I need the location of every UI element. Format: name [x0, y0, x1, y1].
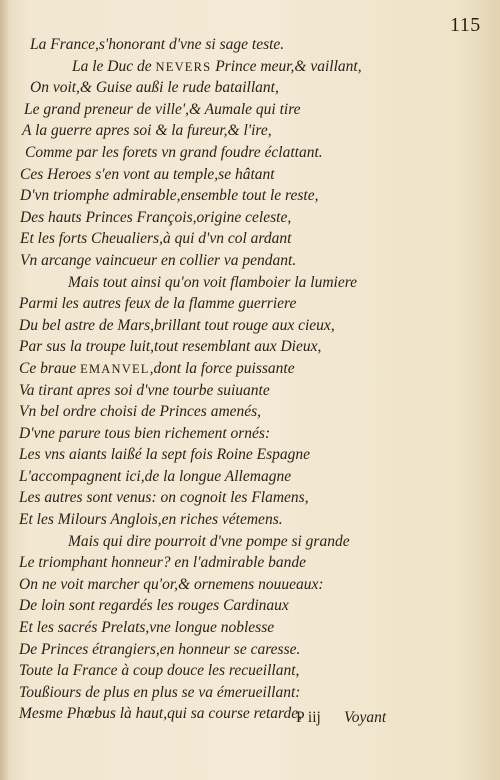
verse-text: Ces Heroes s'en vont au temple,se hâtant [20, 165, 275, 183]
verse-text: Parmi les autres feux de la flamme guerriere [19, 295, 297, 313]
verse-line [0, 358, 500, 380]
verse-text: Prince meur,& vaillant, [211, 57, 362, 75]
verse-line [0, 207, 500, 229]
verse-line [0, 228, 500, 250]
verse-text: Mais tout ainsi qu'on voit flamboier la lumiere [68, 273, 358, 291]
verse-line [0, 56, 500, 78]
verse-text: Et les forts Cheualiers,à qui d'vn col ardant [20, 230, 292, 248]
verse-text: Des hauts Princes François,origine celeste, [20, 208, 292, 226]
verse-text: Mesme Phœbus là haut,qui sa course retarde, [19, 705, 302, 723]
verse-line [0, 660, 500, 682]
verse-line [0, 34, 500, 56]
verse-text: Toute la France à coup douce les recueillant, [19, 662, 300, 680]
catchword: Voyant [344, 709, 387, 726]
poem-text [0, 34, 500, 725]
verse-line [0, 272, 500, 294]
verse-text: Va tirant apres soi d'vne tourbe suiuante [19, 381, 270, 399]
page-number: 115 [450, 14, 481, 36]
verse-text: Comme par les forets vn grand foudre éclattant. [25, 143, 323, 161]
verse-line [0, 682, 500, 704]
verse-text: On ne voit marcher qu'or,& ornemens nouueaux: [19, 575, 324, 593]
verse-text: De loin sont regardés les rouges Cardinaux [19, 597, 289, 615]
verse-line [0, 164, 500, 186]
verse-line [0, 466, 500, 488]
verse-line [0, 336, 500, 358]
verse-text: D'vne parure tous bien richement ornés: [19, 424, 271, 442]
verse-text: Du bel astre de Mars,brillant tout rouge aux cieux, [19, 316, 335, 334]
verse-line [0, 617, 500, 639]
verse-text: Le triomphant honneur? en l'admirable bande [19, 554, 307, 572]
proper-name: EMANVEL [80, 361, 150, 376]
verse-text: La France,s'honorant d'vne si sage teste. [30, 36, 285, 53]
verse-text: ,dont la force puissante [149, 359, 295, 377]
verse-text: Et les sacrés Prelats,vne longue noblesse [19, 619, 275, 637]
verse-line [0, 595, 500, 617]
verse-line [0, 142, 500, 164]
verse-line [0, 423, 500, 445]
verse-line [0, 250, 500, 272]
verse-line [0, 444, 500, 466]
verse-text: Le grand preneur de ville',& Aumale qui tire [24, 100, 301, 118]
proper-name: NEVERS [155, 59, 212, 74]
verse-text: Et les Milours Anglois,en riches vétemens. [19, 511, 283, 529]
verse-line [0, 315, 500, 337]
verse-line [0, 574, 500, 596]
verse-text: Vn arcange vaincueur en collier va pendant. [20, 251, 297, 269]
verse-line [0, 531, 500, 553]
verse-line [0, 552, 500, 574]
verse-text: D'vn triomphe admirable,ensemble tout le reste, [20, 187, 319, 205]
verse-line [0, 487, 500, 509]
verse-text: A la guerre apres soi & la fureur,& l'ire, [22, 122, 272, 140]
verse-text: La le Duc de [72, 57, 156, 75]
verse-line [0, 185, 500, 207]
verse-text: Les autres sont venus: on cognoit les Flamens, [19, 489, 309, 507]
page-footer [0, 709, 500, 731]
verse-line [0, 99, 500, 121]
signature-mark: P iij [296, 709, 321, 726]
verse-text: L'accompagnent ici,de la longue Allemagne [19, 467, 292, 485]
verse-text: On voit,& Guise außi le rude bataillant, [30, 79, 279, 97]
verse-text: De Princes étrangiers,en honneur se caresse. [19, 640, 301, 658]
verse-text: Vn bel ordre choisi de Princes amenés, [19, 403, 262, 421]
verse-line [0, 120, 500, 142]
verse-text: Mais qui dire pourroit d'vne pompe si grande [68, 532, 350, 550]
verse-line [0, 639, 500, 661]
verse-line [0, 401, 500, 423]
verse-line [0, 293, 500, 315]
verse-text: Les vns aiants laißé la sept fois Roine Espagne [19, 446, 311, 464]
verse-line [0, 77, 500, 99]
verse-line [0, 509, 500, 531]
verse-text: Par sus la troupe luit,tout resemblant aux Dieux, [19, 338, 322, 356]
verse-line [0, 380, 500, 402]
verse-text: Ce braue [19, 359, 81, 377]
verse-text: Toußiours de plus en plus se va émerueillant: [19, 683, 301, 701]
